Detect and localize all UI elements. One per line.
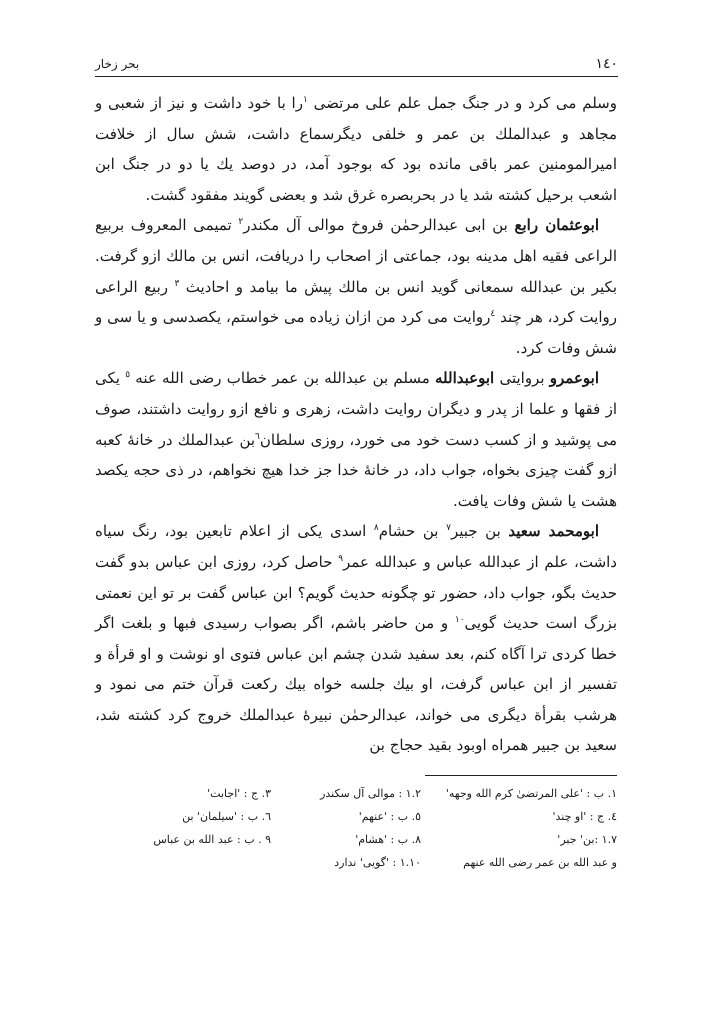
footnote-marker: ٤ [490, 309, 496, 320]
footnote: و عبد الله بن عمر رضی الله عنهم [463, 856, 617, 869]
footnote-marker: ٢ [238, 217, 244, 228]
footnote: ٨. ب : 'هشام' [355, 833, 421, 846]
footnotes [95, 782, 617, 874]
footnote-row [95, 851, 617, 874]
paragraph-1: وسلم می کرد و در جنگ جمل علم علی مرتضی $^١$را با خود داشت و نیز از شعبی و مجاهد و عبدالملك بن عمر و خلفی دیگرسماع داشت، شش سال از خلافت امیرالمومنین عمر باقی مانده بود که بوجود آمد، در دوصد یك یا دو در جنگ ابن اشعب برحیل کشته شد یا در بحربصره غرق شد و بعضی گویند مفقود گشت. [95, 94, 617, 204]
footnote-marker: ١٠ [454, 615, 465, 626]
footnote: ٤. ج : 'او چند' [552, 810, 617, 823]
footnote-marker: ٨ [373, 523, 379, 534]
footnote: ٣. ج : 'اجابت' [207, 787, 271, 800]
paragraph-3: ابوعمرو بروایتی ابوعبدالله مسلم بن عبدالله بن عمر خطاب رضی الله عنه $^٥$ یکی از فقها و علما از پدر و دیگران روایت داشت، زهری و نافع ازو روایت داشتند، صوف می پوشید و از کسب دست خود می خورد، روزی سلطان$^٦$بن عبدالملك در خانۀ کعبه ازو گفت چیزی بخواه، جواب داد، در خانۀ خدا جز خدا هیچ نخواهم، در ذی حجه یکصد هشت یا شش وفات یافت. [95, 369, 617, 510]
footnote: ١.٧ :بن' جبر' [557, 833, 617, 846]
page-number: ١٤٠ [595, 56, 618, 72]
footnote-row [95, 828, 617, 851]
footnote-row [95, 805, 617, 828]
person-name: ابومحمد سعید [508, 522, 600, 541]
footnote-marker: ٩ [338, 553, 344, 564]
running-title: بحر زخار [95, 57, 140, 71]
footnote-marker: ١ [302, 95, 308, 105]
footnote: ١.٢ : موالی آل سکندر [320, 787, 421, 800]
paragraph-4: ابومحمد سعید بن جبیر$^٧$ بن حشام$^٨$ اسدی یکی از اعلام تابعین بود، رنگ سیاه داشت، علم از عبدالله عباس و عبدالله عمر$^٩$ حاصل کرد، روزی ابن عباس بدو گفت حدیث بگو، جواب داد، حضور تو چگونه حدیث گویم؟ ابن عباس گفت بر تو این نعمتی بزرگ است حدیث گویی$^{١٠}$ و من حاضر باشم، اگر بصواب رسیدی فبها و بلغت اگر خطا کردی ترا آگاه کنم، بعد سفید شدن چشم ابن عباس فتوی او نوشت و او قرأة و تفسیر از ابن عباس گرفت، او بیك جلسه خواه بیك رکعت قرآن ختم می نمود و هرشب بقرأة دیگری می خواند، عبدالرحمٰن نبیرۀ عبدالملك خروج کرد کشته شد، سعید بن جبیر همراه اوبود بقید حجاج بن [95, 522, 617, 755]
footnote: ١. ب : 'علی المرتضیٰ کرم الله وجهه' [445, 787, 617, 800]
footnote-marker: ٣ [174, 278, 180, 289]
footnote: ٩ . ب : عبد الله بن عباس [153, 833, 271, 846]
body-text [95, 88, 617, 761]
footnote-divider [425, 775, 617, 776]
footnote-marker: ٥ [125, 370, 131, 381]
person-name: ابوعثمان رابع [514, 216, 600, 235]
footnote-row [95, 782, 617, 805]
person-name: ابوعمرو [549, 369, 599, 388]
footnote: ٥. ب : 'عنهم' [358, 810, 421, 823]
footnote: ١.١٠ : 'گویی' ندارد [334, 856, 421, 869]
page-header [95, 52, 618, 77]
footnote: ٦. ب : 'سیلمان' بن [182, 810, 271, 823]
paragraph-2: ابوعثمان رابع بن ابی عبدالرحمٰن فروخ موالی آل مکندر$^٢$ تمیمی المعروف بربیع الراعی فقیه اهل مدینه بود، جماعتی از اصحاب را دریافت، انس بن مالك ازو گرفت. بکیر بن عبدالله سمعانی گوید انس بن مالك پیش ما بیامد و احادیث $^٣$ ربیع الراعی روایت کرد، هر چند $^٤$روایت می کرد من ازان زیاده می خواستم، یکصدسی و یا سی و شش وفات کرد. [95, 216, 617, 357]
footnote-marker: ٧ [446, 523, 451, 534]
footnote-marker: ٦ [255, 431, 260, 442]
person-name: ابوعبدالله [435, 369, 495, 388]
